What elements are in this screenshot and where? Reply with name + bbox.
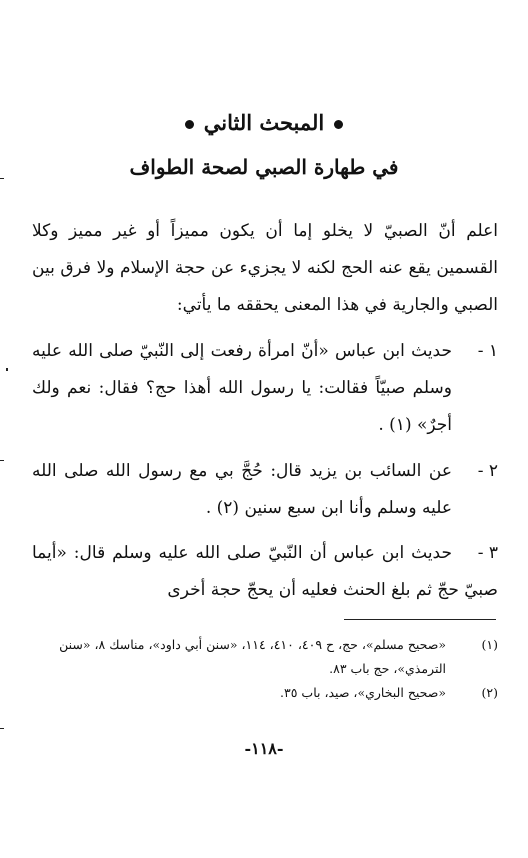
bullet-icon	[185, 120, 194, 129]
list-item	[32, 535, 498, 609]
footnote	[32, 681, 498, 705]
footnote	[32, 633, 498, 681]
footnote-text: «صحيح البخاري»، صيد، باب ٣٥.	[280, 685, 446, 700]
section-title: المبحث الثاني	[203, 110, 325, 135]
scan-mark	[0, 460, 4, 461]
section-subtitle: في طهارة الصبي لصحة الطواف	[129, 155, 399, 179]
bullet-icon	[334, 120, 343, 129]
scan-mark	[0, 728, 4, 729]
page-number: -١١٨-	[244, 739, 284, 758]
item-text: عن السائب بن يزيد قال: حُجَّ بي مع رسول الله صلى الله عليه وسلم وأنا ابن سبع سنين (٢) .	[32, 461, 452, 518]
footnote-number: (١)	[481, 637, 498, 652]
list-item	[32, 453, 498, 527]
section-heading	[0, 108, 528, 138]
item-number: ٣ -	[477, 543, 498, 563]
item-number: ١ -	[477, 341, 498, 361]
footnote-number: (٢)	[481, 685, 498, 700]
list-item	[32, 333, 498, 444]
scan-mark	[0, 178, 4, 179]
footnote-divider	[344, 619, 496, 620]
intro-paragraph: اعلم أنّ الصبيّ لا يخلو إما أن يكون مميزاً أو غير مميز وكلا القسمين يقع عنه الحج لكنه لا يجزيء عن حجة الإسلام ولا فرق بين الصبي والجارية في هذا المعنى يحققه ما يأتي:	[32, 221, 498, 315]
footnote-text: «صحيح مسلم»، حج، ح ٤٠٩، ٤١٠، ١١٤، «سنن أبي داود»، مناسك ٨، «سنن الترمذي»، حج باب ٨٣.	[59, 637, 446, 676]
item-text: حديث ابن عباس أن النّبيّ صلى الله عليه وسلم قال: «أيما صبيّ حجّ ثم بلغ الحنث فعليه أن يحجّ حجة أخرى	[32, 543, 498, 600]
footnotes	[32, 633, 498, 705]
scan-mark	[6, 368, 8, 371]
item-text: حديث ابن عباس «أنّ امرأة رفعت إلى النّبيّ صلى الله عليه وسلم صبيّاً فقالت: يا رسول الله أهذا حج؟ فقال: نعم ولك أجرٌ» (١) .	[32, 341, 452, 435]
item-number: ٢ -	[477, 461, 498, 481]
